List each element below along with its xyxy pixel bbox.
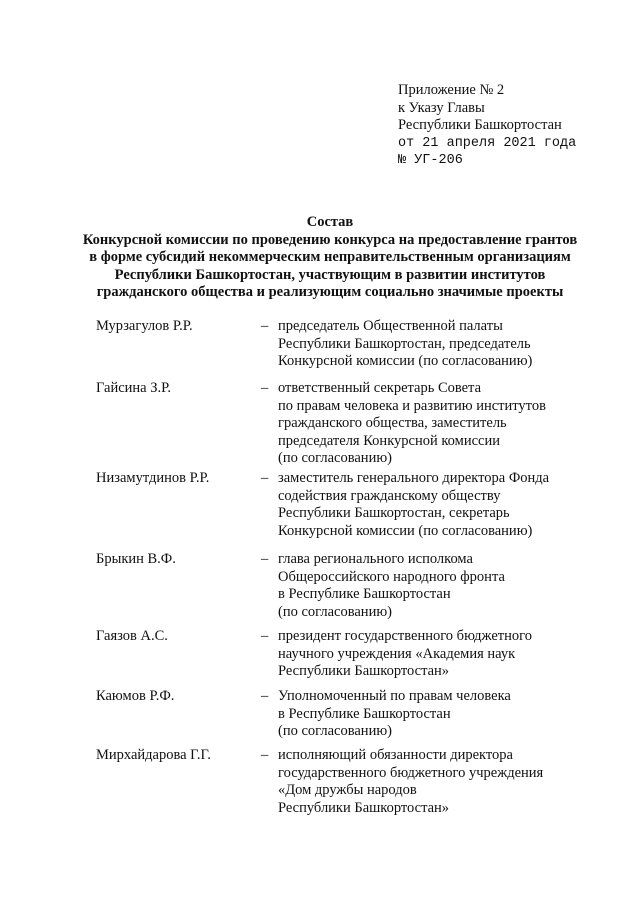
member-role (278, 380, 546, 468)
member-role-line: (по согласованию) (278, 723, 392, 739)
heading-title: Состав (306, 214, 354, 230)
member-role-line: государственного бюджетного учреждения (278, 764, 544, 781)
member-role (278, 628, 532, 681)
member-role-line: председатель Общественной палаты (278, 318, 503, 334)
member-role-line: председателя Конкурсной комиссии (278, 432, 500, 449)
heading-line-1: Конкурсной комиссии по проведению конкурса на предоставление грантов (82, 231, 578, 248)
heading-line-3: Республики Башкортостан, участвующим в развитии институтов (114, 266, 546, 283)
member-name: Гаязов А.С. (96, 628, 168, 644)
member-role-line: гражданского общества, заместитель (278, 415, 507, 431)
member-name: Мурзагулов Р.Р. (96, 318, 193, 334)
member-role-line: по правам человека и развитию институтов (278, 397, 546, 414)
annex-decree-ref: к Указу Главы (398, 99, 485, 116)
member-role-line: Республики Башкортостан» (278, 663, 450, 679)
member-role-line: исполняющий обязанности директора (278, 747, 513, 763)
member-role-line: ответственный секретарь Совета (278, 380, 482, 396)
member-role-line: (по согласованию) (278, 450, 392, 466)
member-role (278, 747, 543, 817)
member-role-line: в Республике Башкортостан (278, 586, 451, 602)
member-role-line: Республики Башкортостан» (278, 799, 450, 816)
member-name: Гайсина З.Р. (96, 380, 171, 396)
annex-number: Приложение № 2 (398, 82, 505, 98)
member-dash: – (261, 747, 269, 763)
member-dash: – (261, 380, 269, 396)
member-name: Брыкин В.Ф. (96, 551, 176, 567)
member-dash: – (261, 688, 269, 704)
member-role-line: Конкурсной комиссии (по согласованию) (278, 522, 533, 539)
member-role-line: научного учреждения «Академия наук (278, 645, 516, 662)
member-role-line: Республики Башкортостан, секретарь (278, 505, 510, 521)
annex-republic: Республики Башкортостан (398, 117, 562, 133)
document-heading (60, 214, 600, 302)
annex-date: от 21 апреля 2021 года (398, 135, 577, 151)
member-role-line: президент государственного бюджетного (278, 628, 532, 644)
member-role-line: глава регионального исполкома (278, 551, 473, 567)
member-role-line: Общероссийского народного фронта (278, 568, 505, 585)
annex-decree-number: № УГ-206 (398, 153, 463, 168)
member-role-line: Конкурсной комиссии (по согласованию) (278, 353, 533, 369)
member-role (278, 551, 505, 621)
member-dash: – (261, 470, 269, 486)
member-role-line: «Дом дружбы народов (278, 782, 417, 798)
annex-stamp (398, 82, 576, 170)
member-name: Мирхайдарова Г.Г. (96, 747, 211, 763)
member-role-line: заместитель генерального директора Фонда (278, 470, 550, 486)
member-role (278, 470, 549, 540)
member-role (278, 688, 511, 741)
member-role-line: в Республике Башкортостан (278, 705, 451, 722)
heading-line-4: гражданского общества и реализующим социально значимые проекты (96, 284, 564, 300)
member-name: Низамутдинов Р.Р. (96, 470, 210, 486)
member-dash: – (261, 551, 269, 567)
member-name: Каюмов Р.Ф. (96, 688, 175, 704)
member-role-line: содействия гражданскому обществу (278, 487, 501, 504)
member-role-line: Республики Башкортостан, председатель (278, 335, 531, 352)
member-dash: – (261, 628, 269, 644)
member-role-line: (по согласованию) (278, 603, 392, 620)
member-role-line: Уполномоченный по правам человека (278, 688, 511, 704)
heading-line-2: в форме субсидий некоммерческим неправительственным организациям (89, 249, 571, 265)
member-dash: – (261, 318, 269, 334)
member-role (278, 318, 532, 371)
